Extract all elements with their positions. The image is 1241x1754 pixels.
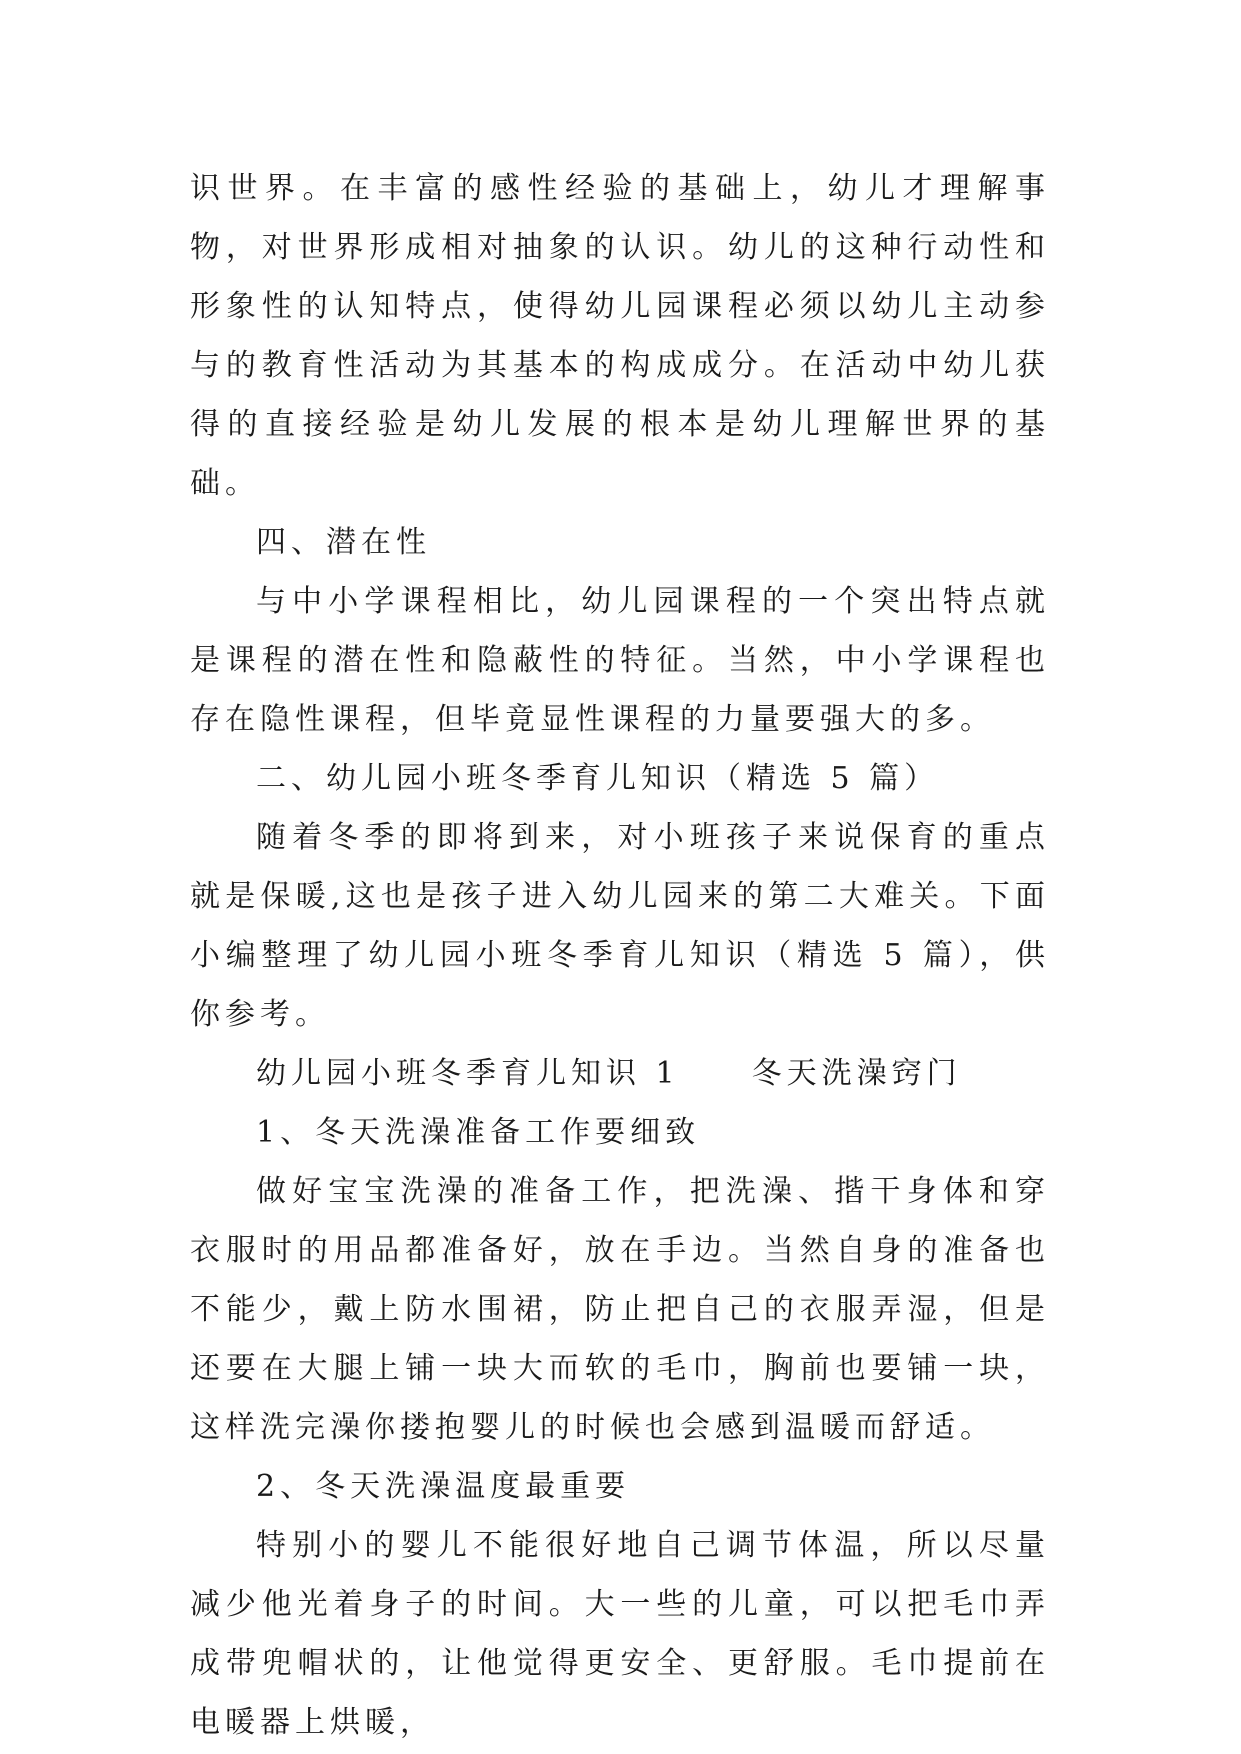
subheading-preparation: 1、冬天洗澡准备工作要细致	[256, 1115, 701, 1150]
paragraph-temperature: 特别小的婴儿不能很好地自己调节体温，所以尽量减少他光着身子的时间。大一些的儿童，可以把毛巾弄成带兜帽状的，让他觉得更安全、更舒服。毛巾提前在电暖器上烘暖，	[190, 1528, 1050, 1740]
article-heading-1-title: 幼儿园小班冬季育儿知识 1	[256, 1056, 680, 1091]
document-body	[190, 159, 1050, 1752]
section-heading-winter-care: 二、幼儿园小班冬季育儿知识（精选 5 篇）	[256, 761, 940, 796]
paragraph-preparation: 做好宝宝洗澡的准备工作，把洗澡、揩干身体和穿衣服时的用品都准备好，放在手边。当然自身的准备也不能少，戴上防水围裙，防止把自己的衣服弄湿，但是还要在大腿上铺一块大而软的毛巾，胸前也要铺一块，这样洗完澡你搂抱婴儿的时候也会感到温暖而舒适。	[190, 1174, 1050, 1445]
paragraph-intro-continued: 识世界。在丰富的感性经验的基础上，幼儿才理解事物，对世界形成相对抽象的认识。幼儿的这种行动性和形象性的认知特点，使得幼儿园课程必须以幼儿主动参与的教育性活动为其基本的构成成分。在活动中幼儿获得的直接经验是幼儿发展的根本是幼儿理解世界的基础。	[190, 171, 1050, 501]
subheading-temperature: 2、冬天洗澡温度最重要	[256, 1469, 631, 1504]
paragraph-latency: 与中小学课程相比，幼儿园课程的一个突出特点就是课程的潜在性和隐蔽性的特征。当然，中小学课程也存在隐性课程，但毕竟显性课程的力量要强大的多。	[190, 584, 1050, 737]
paragraph-winter-intro: 随着冬季的即将到来，对小班孩子来说保育的重点就是保暖,这也是孩子进入幼儿园来的第二大难关。下面小编整理了幼儿园小班冬季育儿知识（精选 5 篇），供你参考。	[190, 820, 1050, 1032]
article-heading-1	[190, 1044, 1050, 1103]
section-heading-latency: 四、潜在性	[256, 525, 431, 560]
article-heading-1-subtitle: 冬天洗澡窍门	[751, 1056, 962, 1091]
